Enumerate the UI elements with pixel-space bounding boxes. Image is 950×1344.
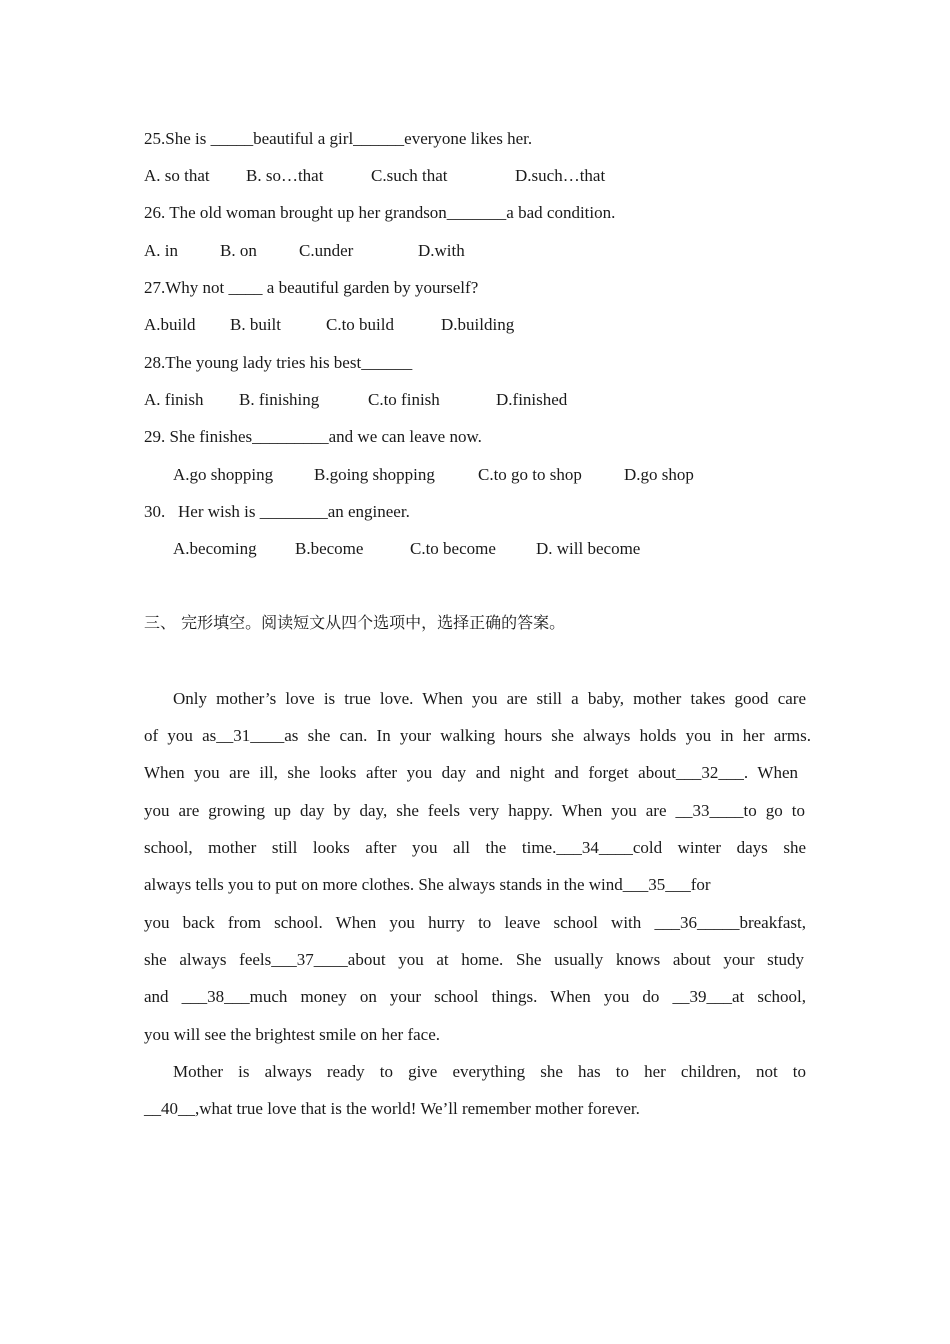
- option-a: A. so that: [144, 166, 210, 185]
- passage-line: you will see the brightest smile on her face.: [144, 1025, 440, 1044]
- option-b: B. built: [230, 315, 282, 334]
- option-d: D.go shop: [624, 465, 694, 484]
- option-b: B.become: [295, 539, 364, 558]
- option-a: A.go shopping: [173, 465, 274, 484]
- passage-line: Only mother’s love is true love. When you are still a baby, mother takes good care: [173, 689, 806, 708]
- option-c: C.to go to shop: [478, 465, 582, 484]
- option-b: B.going shopping: [314, 465, 435, 484]
- passage-line: she always feels___37____about you at home. She usually knows about your study: [144, 950, 804, 969]
- option-b: B. on: [220, 241, 257, 260]
- section-3-heading: 三、 完形填空。阅读短文从四个选项中，选择正确的答案。: [144, 613, 566, 632]
- passage-line: and ___38___much money on your school things. When you do __39___at school,: [144, 987, 806, 1006]
- question-26-stem: 26. The old woman brought up her grandson_______a bad condition.: [144, 203, 616, 222]
- option-a: A. in: [144, 241, 178, 260]
- passage-line: of you as__31____as she can. In your walking hours she always holds you in her arms.: [144, 726, 811, 745]
- option-d: D.building: [441, 315, 515, 334]
- question-28-stem: 28.The young lady tries his best______: [144, 353, 413, 372]
- passage-line: you back from school. When you hurry to leave school with ___36_____breakfast,: [144, 913, 806, 932]
- option-c: C.under: [299, 241, 354, 260]
- option-c: C.to finish: [368, 390, 440, 409]
- option-c: C.to build: [326, 315, 395, 334]
- option-c: C.such that: [371, 166, 448, 185]
- option-a: A. finish: [144, 390, 204, 409]
- passage-line: When you are ill, she looks after you day and night and forget about___32___. When: [144, 763, 798, 782]
- passage-line: you are growing up day by day, she feels very happy. When you are __33____to go to: [144, 801, 805, 820]
- passage-line: __40__,what true love that is the world! We’ll remember mother forever.: [144, 1099, 640, 1118]
- option-b: B. finishing: [239, 390, 320, 409]
- passage-line: school, mother still looks after you all the time.___34____cold winter days she: [144, 838, 806, 857]
- option-a: A.becoming: [173, 539, 257, 558]
- option-d: D. will become: [536, 539, 641, 558]
- question-29-stem: 29. She finishes_________and we can leave now.: [144, 427, 482, 446]
- option-a: A.build: [144, 315, 196, 334]
- option-b: B. so…that: [246, 166, 324, 185]
- passage-line: always tells you to put on more clothes. She always stands in the wind___35___for: [144, 875, 711, 894]
- question-25-stem: 25.She is _____beautiful a girl______everyone likes her.: [144, 129, 533, 148]
- option-d: D.finished: [496, 390, 568, 409]
- option-c: C.to become: [410, 539, 496, 558]
- question-27-stem: 27.Why not ____ a beautiful garden by yourself?: [144, 278, 479, 297]
- passage-line: Mother is always ready to give everything she has to her children, not to: [173, 1062, 806, 1081]
- option-d: D.with: [418, 241, 465, 260]
- option-d: D.such…that: [515, 166, 606, 185]
- question-30-stem: 30. Her wish is ________an engineer.: [144, 502, 410, 521]
